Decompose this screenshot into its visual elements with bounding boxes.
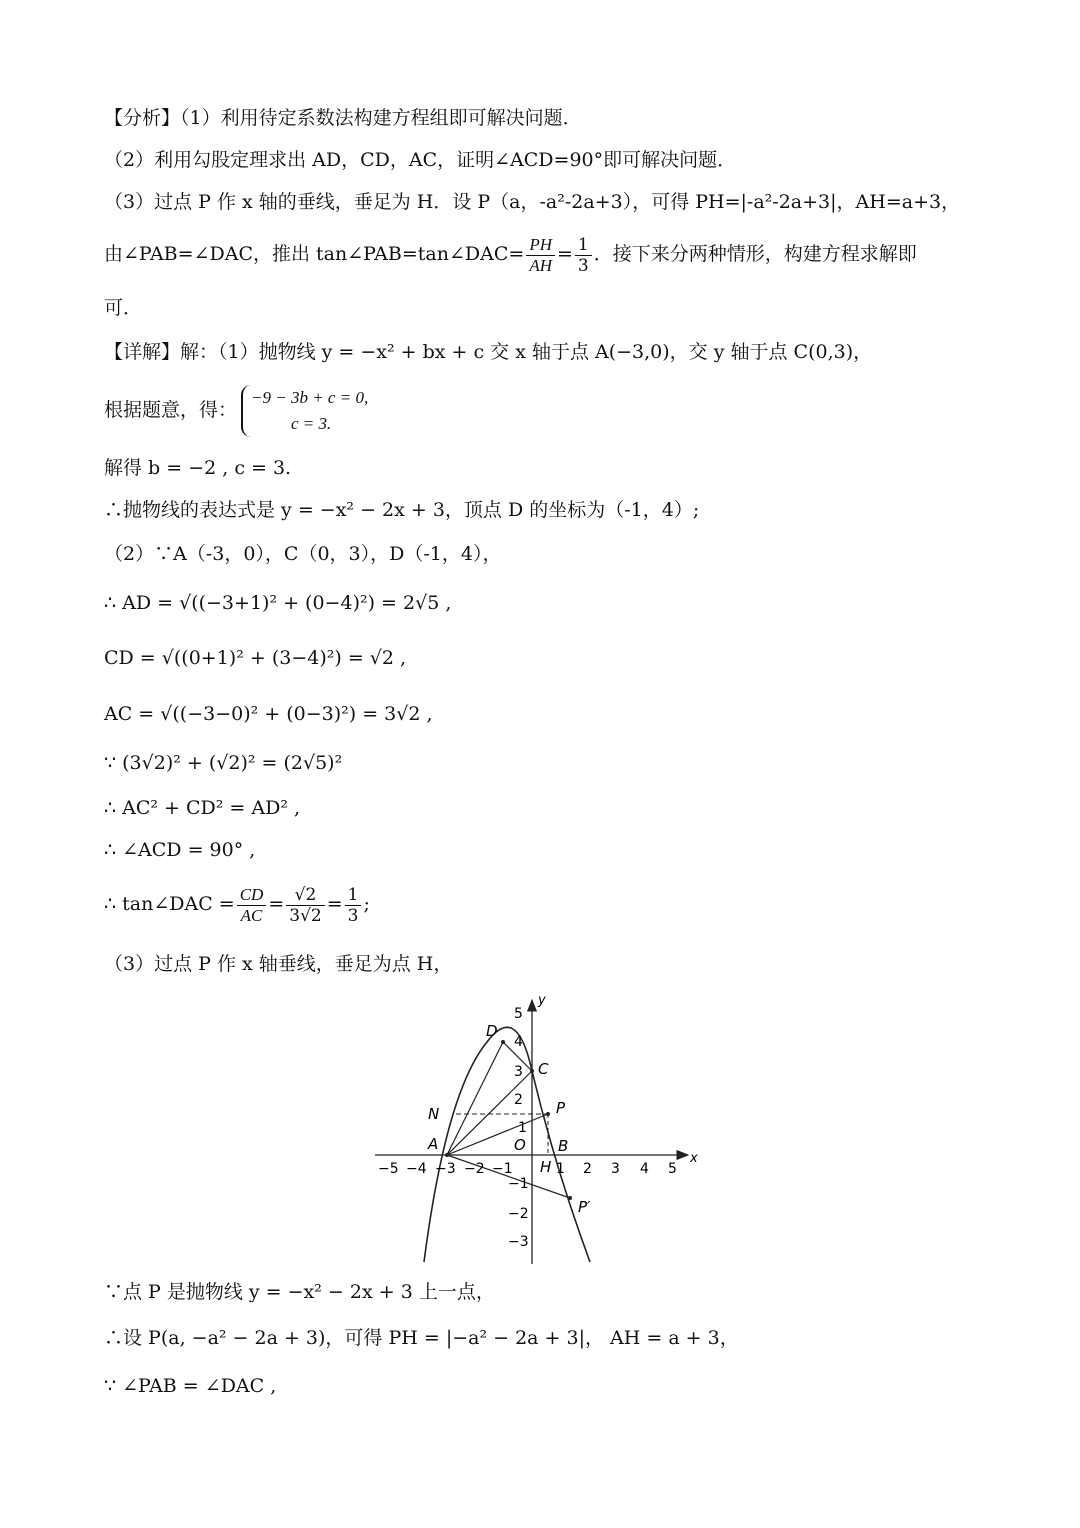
label-o: O xyxy=(514,1136,526,1154)
label-n: N xyxy=(428,1105,440,1123)
fraction-denominator: 3 xyxy=(347,905,359,926)
detail-line-12-text: ∴ tan∠DAC = xyxy=(104,893,235,915)
detail-line-10: ∴ AC² + CD² = AD² , xyxy=(104,797,301,819)
analysis-line-1: 【分析】（1）利用待定系数法构建方程组即可解决问题． xyxy=(104,107,582,129)
analysis-line-2: （2）利用勾股定理求出 AD，CD，AC，证明∠ACD=90°即可解决问题． xyxy=(104,149,737,171)
semicolon: ; xyxy=(363,893,370,915)
analysis-line-4 xyxy=(104,232,917,276)
fraction-one-third xyxy=(345,885,362,926)
detail-line-4: ∴抛物线的表达式是 y = −x² − 2x + 3，顶点 D 的坐标为（-1，4）; xyxy=(104,499,700,521)
equation-2: c = 3. xyxy=(291,414,332,433)
y-tick-label: 5 xyxy=(514,1006,523,1022)
detail-line-13: （3）过点 P 作 x 轴垂线，垂足为点 H， xyxy=(104,953,453,975)
detail-line-2-text: 根据题意，得： xyxy=(104,399,238,421)
fraction-cd-ac xyxy=(237,885,267,926)
fraction-root2-over-3root2 xyxy=(286,885,324,926)
fraction-denominator: AC xyxy=(240,905,263,925)
analysis-line-5: 可． xyxy=(104,297,143,319)
y-axis-label: y xyxy=(538,993,546,1008)
detail-line-9: ∵ (3√2)² + (√2)² = (2√5)² xyxy=(104,752,343,774)
detail-line-6: ∴ AD = √((−3+1)² + (0−4)²) = 2√5 , xyxy=(104,592,452,614)
y-tick-label: −3 xyxy=(508,1234,529,1250)
label-c: C xyxy=(538,1060,549,1078)
analysis-line-4-text: 由∠PAB=∠DAC，推出 tan∠PAB=tan∠DAC= xyxy=(104,243,525,265)
x-tick-label: 3 xyxy=(611,1161,620,1177)
x-axis-label: x xyxy=(690,1151,698,1166)
detail-line-15: ∴设 P(a, −a² − 2a + 3)，可得 PH = |−a² − 2a + 3|， AH = a + 3， xyxy=(104,1327,739,1349)
equals-sign: = xyxy=(556,243,573,265)
fraction-denominator: AH xyxy=(529,255,552,275)
fraction-numerator: 1 xyxy=(345,885,362,906)
detail-line-5: （2）∵A（-3，0），C（0，3），D（-1，4）， xyxy=(104,543,502,565)
analysis-line-4-tail: ．接下来分两种情形，构建方程求解即 xyxy=(593,243,917,265)
fraction-numerator: PH xyxy=(526,235,555,256)
fraction-numerator: √2 xyxy=(286,885,324,906)
detail-line-14: ∵点 P 是抛物线 y = −x² − 2x + 3 上一点， xyxy=(104,1281,495,1303)
x-tick-label: 4 xyxy=(640,1161,649,1177)
point-p-prime xyxy=(568,1196,572,1200)
analysis-line-3: （3）过点 P 作 x 轴的垂线，垂足为 H．设 P（a，-a²-2a+3），可得 PH=|-a²-2a+3|，AH=a+3， xyxy=(104,191,961,213)
y-tick-label: −2 xyxy=(508,1206,529,1222)
detail-line-1: 【详解】解：（1）抛物线 y = −x² + bx + c 交 x 轴于点 A(−3,0)，交 y 轴于点 C(0,3)， xyxy=(104,341,873,363)
detail-line-16: ∵ ∠PAB = ∠DAC , xyxy=(104,1375,277,1397)
x-tick-label: 5 xyxy=(668,1161,677,1177)
point-p xyxy=(546,1112,550,1116)
fraction-numerator: CD xyxy=(237,885,267,906)
label-h: H xyxy=(540,1158,552,1176)
detail-line-3: 解得 b = −2 , c = 3. xyxy=(104,457,292,479)
label-p-prime: P′ xyxy=(578,1198,591,1216)
y-tick-label: 3 xyxy=(514,1064,523,1080)
x-tick-label: −4 xyxy=(406,1161,427,1177)
detail-line-11: ∴ ∠ACD = 90° , xyxy=(104,839,256,861)
y-tick-label: −1 xyxy=(508,1176,529,1192)
fraction-denominator: 3√2 xyxy=(289,905,322,926)
equals-sign: = xyxy=(268,893,285,915)
label-p: P xyxy=(556,1099,566,1117)
segment-ap xyxy=(447,1114,548,1155)
point-a xyxy=(445,1153,449,1157)
detail-line-2 xyxy=(104,384,368,437)
equals-sign: = xyxy=(326,893,343,915)
fraction-denominator: 3 xyxy=(577,255,589,276)
detail-line-8: AC = √((−3−0)² + (0−3)²) = 3√2 , xyxy=(104,703,433,725)
fraction-one-third xyxy=(575,235,592,276)
equation-system xyxy=(241,385,368,437)
label-b: B xyxy=(558,1137,569,1155)
x-tick-label: −3 xyxy=(435,1161,456,1177)
detail-line-12 xyxy=(104,880,370,928)
point-d xyxy=(501,1040,505,1044)
detail-line-7: CD = √((0+1)² + (3−4)²) = √2 , xyxy=(104,647,407,669)
fraction-ph-ah xyxy=(526,235,555,276)
parabola-figure xyxy=(370,992,710,1267)
x-tick-label: −5 xyxy=(378,1161,399,1177)
y-tick-label: 1 xyxy=(518,1120,527,1136)
x-tick-label: 1 xyxy=(556,1161,565,1177)
x-tick-label: 2 xyxy=(583,1161,592,1177)
label-a: A xyxy=(428,1135,439,1153)
equation-1: −9 − 3b + c = 0, xyxy=(251,388,369,407)
point-c xyxy=(530,1069,534,1073)
fraction-numerator: 1 xyxy=(575,235,592,256)
y-tick-label: 2 xyxy=(514,1092,523,1108)
x-tick-label: −1 xyxy=(492,1161,513,1177)
y-tick-label: 4 xyxy=(514,1034,523,1050)
x-tick-label: −2 xyxy=(464,1161,485,1177)
label-d: D xyxy=(486,1022,498,1040)
